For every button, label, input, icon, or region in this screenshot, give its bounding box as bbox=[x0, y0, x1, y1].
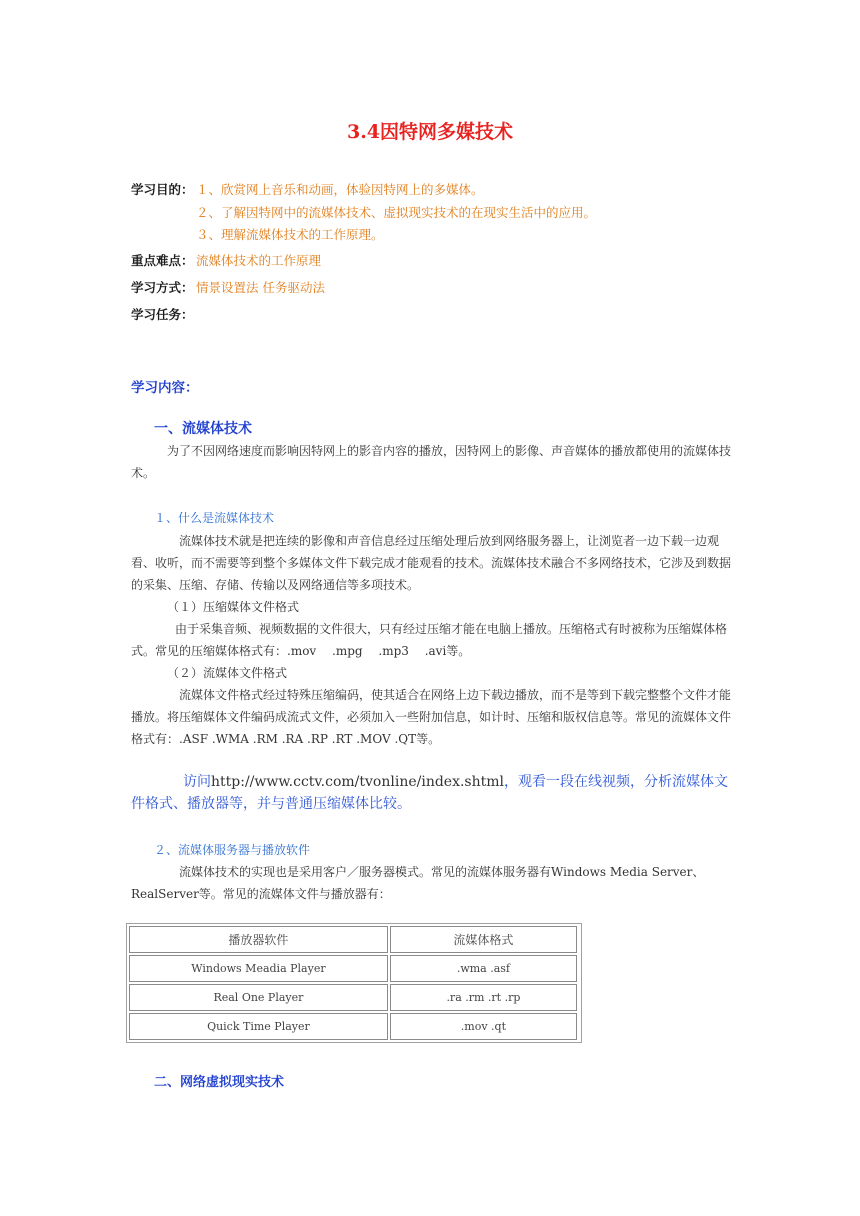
sub1-item1-paragraph: 由于采集音频、视频数据的文件很大，只有经过压缩才能在电脑上播放。压缩格式有时被称为压缩媒体格式。常见的压缩媒体格式有：.mov .mpg .mp3 .avi等。 bbox=[131, 622, 728, 658]
visit-prefix: 访问 bbox=[183, 774, 211, 790]
sub2-heading: ２、流媒体服务器与播放软件 bbox=[154, 843, 311, 857]
method-label: 学习方式： bbox=[131, 280, 194, 295]
sub1-item1-heading: （１）压缩媒体文件格式 bbox=[167, 600, 300, 614]
table-cell-player: Quick Time Player bbox=[129, 1013, 388, 1040]
goals-label: 学习目的： bbox=[131, 182, 194, 197]
sub1-heading: １、什么是流媒体技术 bbox=[154, 511, 275, 525]
task-label: 学习任务： bbox=[131, 307, 194, 322]
goal-item-2: ２、了解因特网中的流媒体技术、虚拟现实技术的在现实生活中的应用。 bbox=[196, 205, 597, 220]
player-format-table bbox=[126, 923, 582, 1043]
section1-heading: 一、流媒体技术 bbox=[154, 421, 252, 437]
difficulty-value: 流媒体技术的工作原理 bbox=[196, 253, 322, 268]
table-header-format: 流媒体格式 bbox=[390, 926, 577, 953]
method-value: 情景设置法 任务驱动法 bbox=[196, 280, 325, 295]
page-title: 3.4因特网多媒技术 bbox=[346, 121, 514, 143]
table-row bbox=[129, 1013, 577, 1040]
visit-suffix: ，观看一段在线视频，分析流媒体文件格式、播放器等，并与普通压缩媒体比较。 bbox=[131, 774, 729, 812]
section1-intro: 为了不因网络速度而影响因特网上的影音内容的播放，因特网上的影像、声音媒体的播放都使用的流媒体技术。 bbox=[131, 444, 732, 480]
table-header-row bbox=[129, 926, 577, 953]
section2-heading: 二、网络虚拟现实技术 bbox=[154, 1075, 285, 1090]
visit-url-link[interactable]: http://www.cctv.com/tvonline/index.shtml bbox=[211, 774, 505, 790]
table-cell-format: .mov .qt bbox=[390, 1013, 577, 1040]
content-label: 学习内容： bbox=[131, 380, 199, 396]
goal-item-3: ３、理解流媒体技术的工作原理。 bbox=[196, 227, 384, 242]
table-cell-format: .wma .asf bbox=[390, 955, 577, 982]
sub1-paragraph: 流媒体技术就是把连续的影像和声音信息经过压缩处理后放到网络服务器上，让浏览者一边下载一边观看、收听，而不需要等到整个多媒体文件下载完成才能观看的技术。流媒体技术融合不多网络技术，它涉及到数据的采集、压缩、存储、传输以及网络通信等多项技术。 bbox=[131, 534, 732, 592]
sub1-item2-paragraph: 流媒体文件格式经过特殊压缩编码，使其适合在网络上边下载边播放，而不是等到下载完整整个文件才能播放。将压缩媒体文件编码成流式文件，必须加入一些附加信息，如计时、压缩和版权信息等。常见的流媒体文件格式有：.ASF .WMA .RM .RA .RP .RT .MOV .QT等。 bbox=[131, 688, 732, 746]
table-cell-player: Real One Player bbox=[129, 984, 388, 1011]
table-cell-format: .ra .rm .rt .rp bbox=[390, 984, 577, 1011]
sub2-paragraph: 流媒体技术的实现也是采用客户／服务器模式。常见的流媒体服务器有Windows Media Server、RealServer等。常见的流媒体文件与播放器有： bbox=[131, 865, 705, 901]
table-header-player: 播放器软件 bbox=[129, 926, 388, 953]
sub1-item2-heading: （２）流媒体文件格式 bbox=[167, 666, 288, 680]
goal-item-1: １、欣赏网上音乐和动画，体验因特网上的多媒体。 bbox=[196, 182, 484, 197]
table-cell-player: Windows Meadia Player bbox=[129, 955, 388, 982]
difficulty-label: 重点难点： bbox=[131, 253, 194, 268]
table-row bbox=[129, 955, 577, 982]
visit-paragraph bbox=[131, 771, 733, 815]
table-row bbox=[129, 984, 577, 1011]
